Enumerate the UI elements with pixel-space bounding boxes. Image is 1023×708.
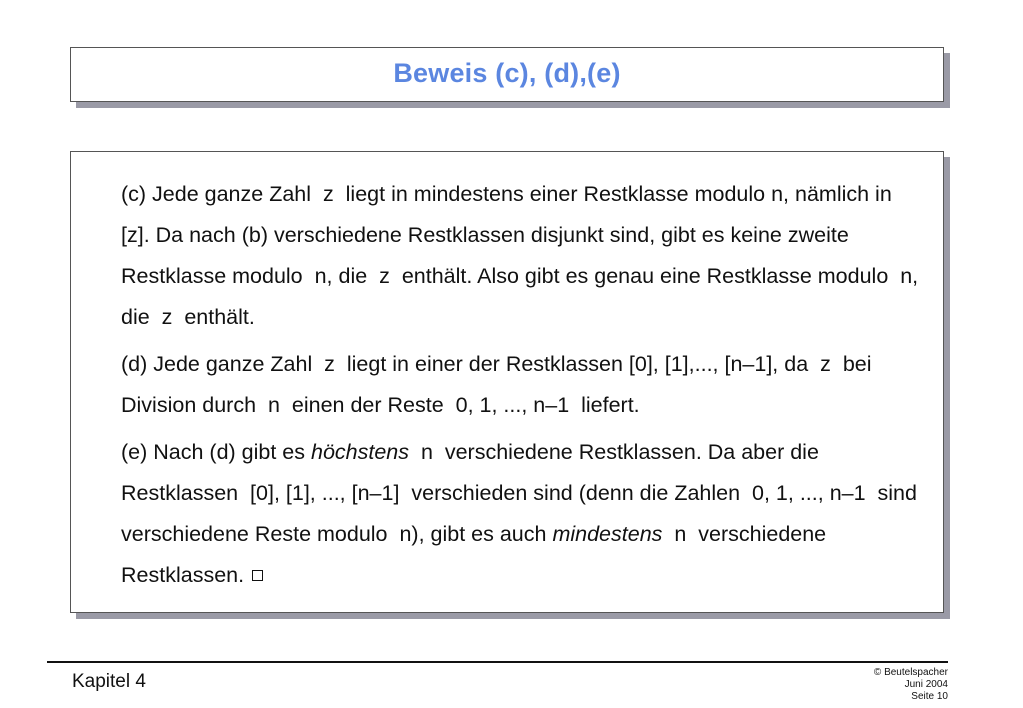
footer-divider — [47, 661, 948, 663]
emphasis-hoechstens: höchstens — [310, 440, 409, 464]
footer-copyright: © Beutelspacher — [873, 667, 948, 678]
paragraph-e-part2: n verschiedene Restklassen. Da aber die Restklassen [0], [1], ..., [n–1] verschieden sind (denn die Zahlen 0, 1, ..., n–1 sind verschiedene Reste modulo n), gibt es auch — [121, 440, 923, 546]
footer-date: Juni 2004 — [904, 679, 948, 690]
emphasis-mindestens: mindestens — [552, 522, 663, 546]
slide-title: Beweis (c), (d),(e) — [393, 58, 621, 88]
footer-meta — [874, 667, 948, 703]
paragraph-c: (c) Jede ganze Zahl z liegt in mindestens einer Restklasse modulo n, nämlich in [z]. Da nach (b) verschiedene Restklassen disjunkt sind, gibt es keine zweite Restklasse modulo n, die z enthält. Also gibt es genau eine Restklasse modulo n, die z enthält. — [121, 182, 925, 329]
paragraph-e-part1: (e) Nach (d) gibt es — [121, 440, 311, 464]
footer-chapter: Kapitel 4 — [72, 671, 146, 692]
footer-page: Seite 10 — [911, 691, 948, 702]
proof-content — [121, 174, 931, 602]
paragraph-e — [121, 432, 931, 596]
paragraph-d: (d) Jede ganze Zahl z liegt in einer der Restklassen [0], [1],..., [n–1], da z bei Division durch n einen der Reste 0, 1, ..., n–1 liefert. — [121, 352, 878, 417]
content-box — [70, 151, 944, 613]
qed-square-icon — [252, 570, 263, 581]
paragraph-e-part3: n verschiedene Restklassen. — [121, 522, 833, 587]
title-box — [70, 47, 944, 102]
